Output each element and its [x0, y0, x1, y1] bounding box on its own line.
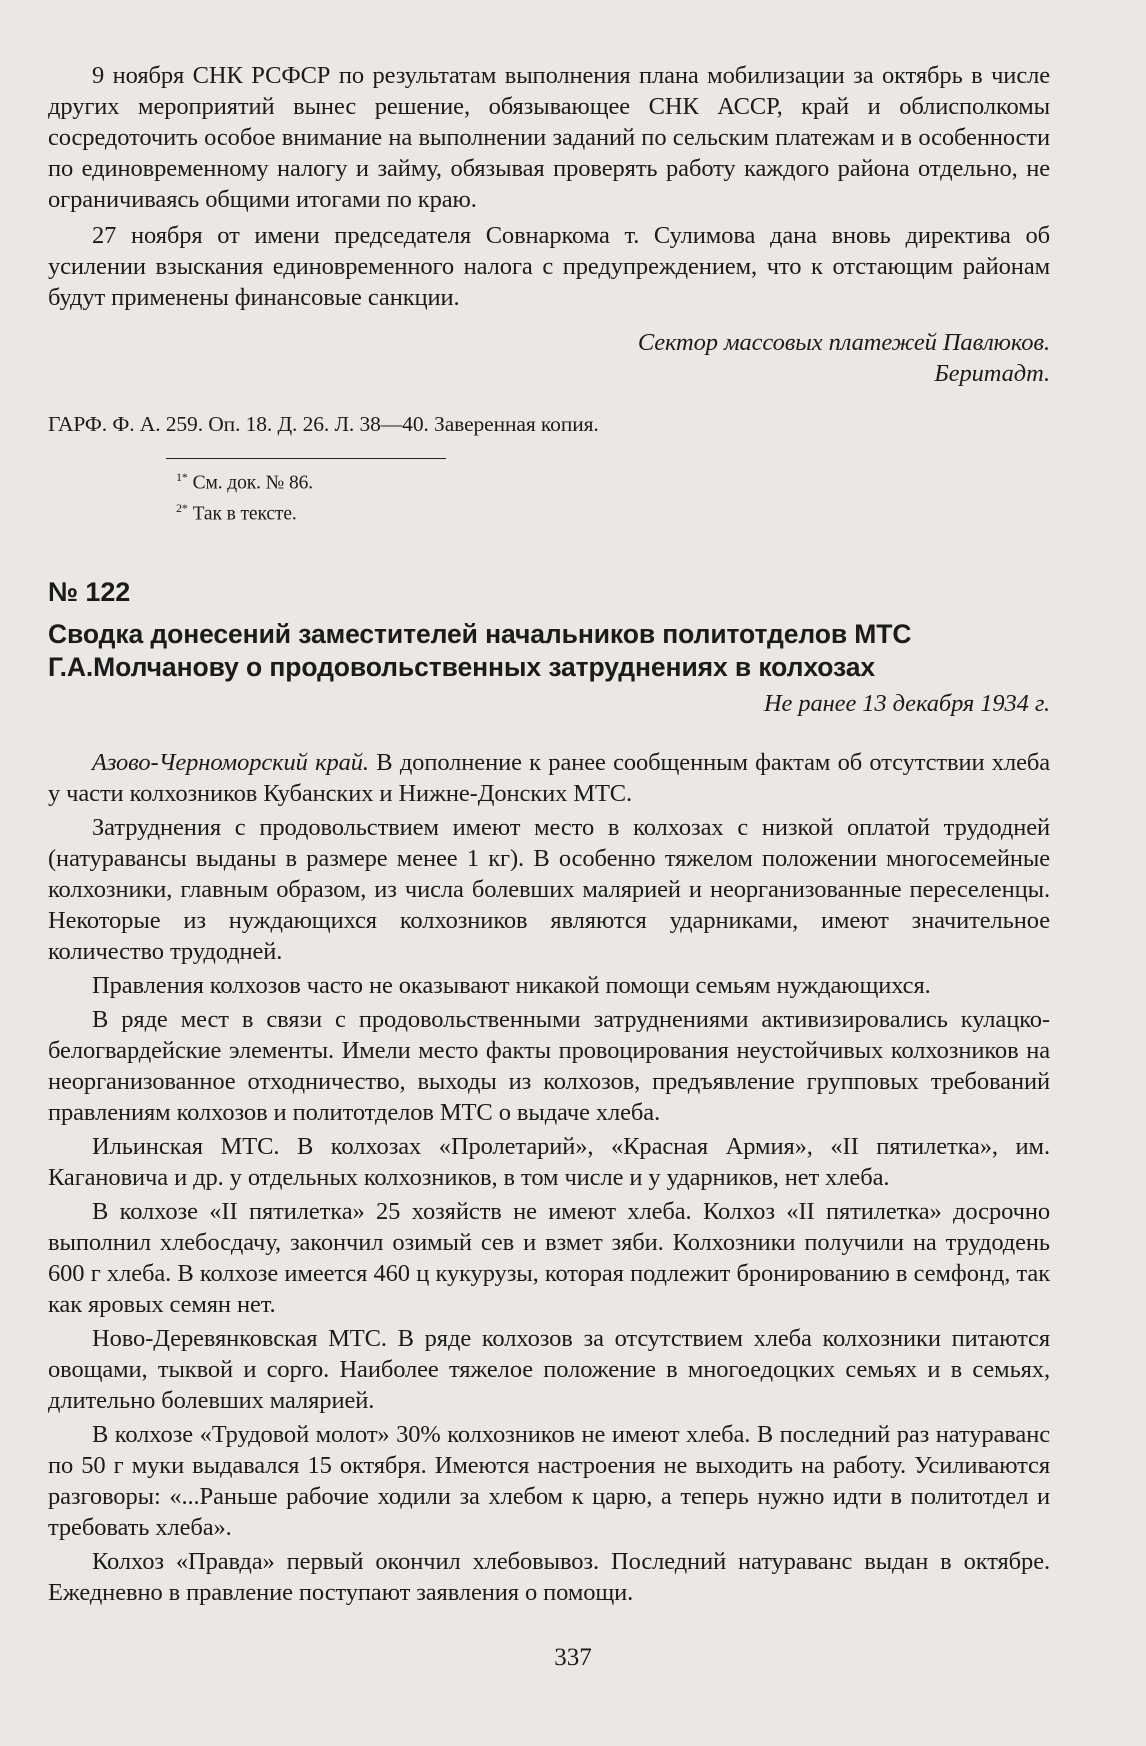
footnote-1: $^{1*}$ См. док. № 86.	[176, 470, 314, 494]
body-paragraph-8: В колхозе «Трудовой молот» 30% колхозников не имеют хлеба. В последний раз натураванс по 50 г муки выдавался 15 октября. Имеются настроения не выходить на работу. Усиливаются разговоры: «...Раньше рабочие ходили за хлебом к царю, а теперь нужно идти в политотдел и требовать хлеба».	[48, 1421, 1050, 1541]
body-paragraph-7: Ново-Деревянковская МТС. В ряде колхозов за отсутствием хлеба колхозники питаются овощами, тыквой и сорго. Наиболее тяжелое положение в многоедоцких семьях и в семьях, длительно болевших малярией.	[48, 1325, 1050, 1414]
paragraph-mobilization: 9 ноября СНК РСФСР по результатам выполнения плана мобилизации за октябрь в числе других мероприятий вынес решение, обязывающее СНК АССР, край и облисполкомы сосредоточить особое внимание на выполнении заданий по сельским платежам и в особенности по единовременному налогу и займу, обязывая проверять работу каждого района отдельно, не ограничиваясь общими итогами по краю.	[48, 62, 1050, 213]
document-date: Не ранее 13 декабря 1934 г.	[763, 690, 1050, 717]
body-paragraph-4: В ряде мест в связи с продовольственными затруднениями активизировались кулацко-белогвардейские элементы. Имели место факты провоцирования неустойчивых колхозников на неорганизованное отходничество, выходы из колхозов, предъявление групповых требований правлениям колхозов и политотделов МТС о выдаче хлеба.	[48, 1006, 1050, 1126]
body-paragraph-9: Колхоз «Правда» первый окончил хлебовывоз. Последний натураванс выдан в октябре. Ежедневно в правление поступают заявления о помощи.	[48, 1548, 1050, 1606]
page-number: 337	[554, 1644, 592, 1671]
body-paragraph-3: Правления колхозов часто не оказывают никакой помощи семьям нуждающихся.	[92, 972, 931, 999]
footnote-divider	[166, 458, 446, 459]
signature-line-2: Беритадт.	[934, 360, 1050, 387]
body-paragraph-5: Ильинская МТС. В колхозах «Пролетарий», «Красная Армия», «II пятилетка», им. Кагановича и др. у отдельных колхозников, в том числе и у ударников, нет хлеба.	[48, 1133, 1050, 1191]
signature-line-1: Сектор массовых платежей Павлюков.	[637, 329, 1050, 356]
body-paragraph-1: Азово-Черноморский край. В дополнение к ранее сообщенным фактам об отсутствии хлеба у части колхозников Кубанских и Нижне-Донских МТС.	[48, 749, 1050, 807]
archive-reference: ГАРФ. Ф. А. 259. Оп. 18. Д. 26. Л. 38—40. Заверенная копия.	[48, 412, 599, 436]
body-paragraph-2: Затруднения с продовольствием имеют место в колхозах с низкой оплатой трудодней (натуравансы выданы в размере менее 1 кг). В особенно тяжелом положении многосемейные колхозники, главным образом, из числа болевших малярией и неорганизованные переселенцы. Некоторые из нуждающихся колхозников являются ударниками, имеют значительное количество трудодней.	[48, 814, 1050, 965]
body-paragraph-6: В колхозе «II пятилетка» 25 хозяйств не имеют хлеба. Колхоз «II пятилетка» досрочно выполнил хлебосдачу, закончил озимый сев и взмет зяби. Колхозники получили на трудодень 600 г хлеба. В колхозе имеется 460 ц кукурузы, которая подлежит бронированию в семфонд, так как яровых семян нет.	[48, 1198, 1050, 1318]
document-title: Сводка донесений заместителей начальников политотделов МТС Г.А.Молчанову о продовольственных затруднениях в колхозах	[48, 619, 912, 682]
document-number: № 122	[48, 577, 131, 607]
page-content	[48, 60, 1050, 1608]
paragraph-directive: 27 ноября от имени председателя Совнаркома т. Сулимова дана вновь директива об усилении взыскания единовременного налога с предупреждением, что к отстающим районам будут применены финансовые санкции.	[48, 222, 1050, 311]
signature-block	[48, 327, 1050, 389]
footnote-2: $^{2*}$ Так в тексте.	[176, 500, 297, 524]
